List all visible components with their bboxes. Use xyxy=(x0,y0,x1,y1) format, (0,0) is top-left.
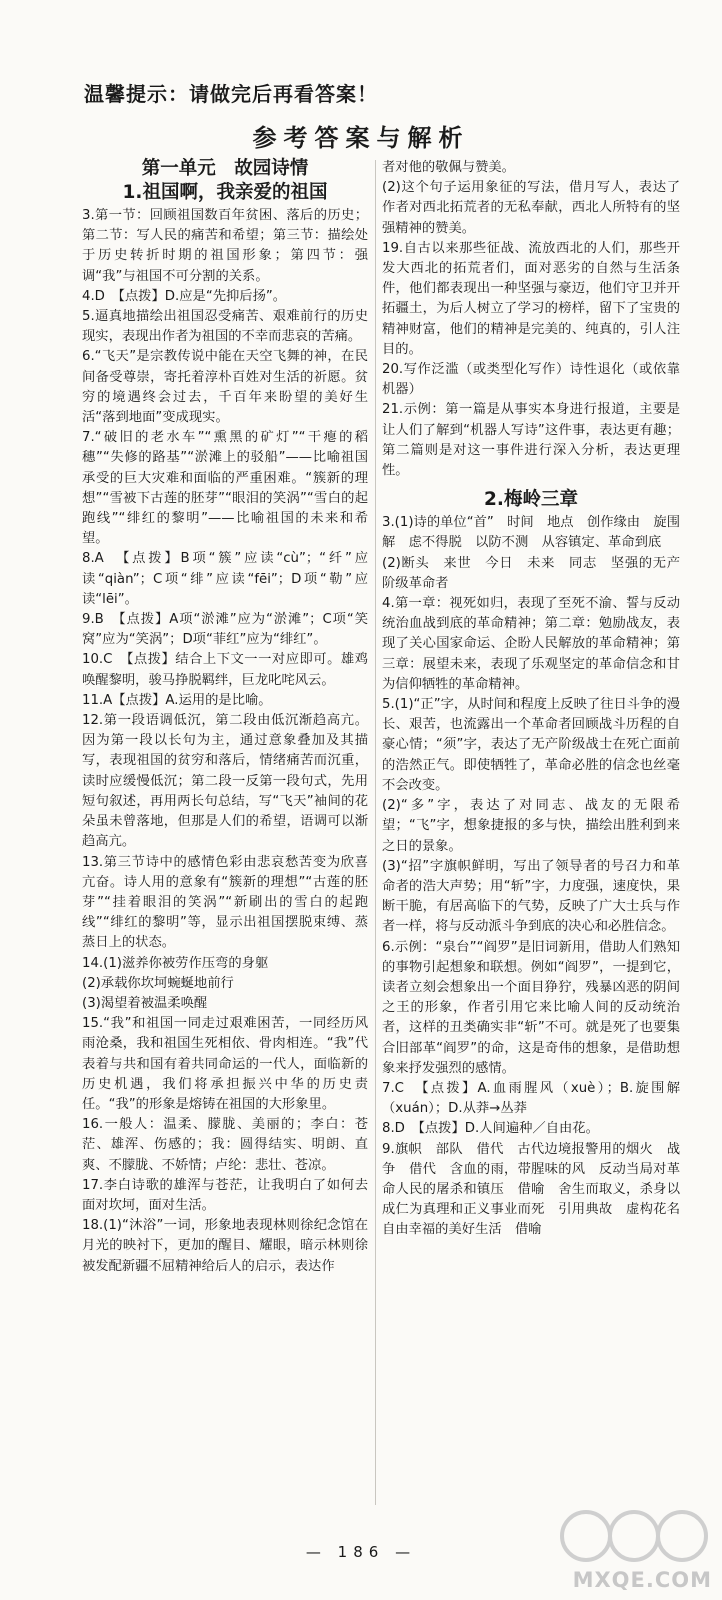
answer-text: 7.C 【点拨】A.血雨腥风（xuè）；B.旋围解（xuán）；D.从莽→丛莽 xyxy=(382,1080,680,1117)
page-title: 参考答案与解析 xyxy=(252,124,470,152)
answer-text: 5.(1)“正”字，从时间和程度上反映了往日斗争的漫长、艰苦，也流露出一个革命者回顾战斗历程的自豪心情；“须”字，表达了无产阶级战士在死亡面前的浩然正气。即使牺牲了，革命必胜的信念也丝毫不会改变。 (2)“多”字，表达了对同志、战友的无限希望；“飞”字，想象捷报的多与快，描绘出胜利到来之日的景象。 (3)“招”字旗帜鲜明，写出了领导者的号召力和革命者的浩大声势；用“斩”字，力度强，速度快，果断干脆，有居高临下的气势，反映了广大士兵与作者一样，将与反动派斗争到底的决心和必胜信念。 xyxy=(382,697,680,935)
answer-text: 4.D 【点拨】D.应是“先抑后扬”。 xyxy=(82,288,287,304)
answer-text: 3.(1)诗的单位“首” 时间 地点 创作缘由 旋围解 虑不得脱 以防不测 从容镇定、革命到底 (2)断头 来世 今日 未来 同志 坚强的无产阶级革命者 xyxy=(382,515,680,591)
answer-text: 4.第一章：视死如归，表现了至死不渝、誓与反动统治血战到底的革命精神；第二章：勉励战友，表现了关心国家命运、企盼人民解放的革命精神；第三章：展望未来，表现了乐观坚定的革命信念和甘为信仰牺牲的革命精神。 xyxy=(382,596,680,692)
answer-text: 者对他的敬佩与赞美。 xyxy=(382,160,515,175)
answer-item xyxy=(382,938,680,1079)
watermark xyxy=(556,1506,716,1594)
reminder-tip: 温馨提示：请做完后再看答案！ xyxy=(84,82,378,106)
answer-item xyxy=(82,711,368,852)
answer-item xyxy=(82,549,368,610)
answer-list xyxy=(382,513,694,1240)
answer-text: 9.旗帜 部队 借代 古代边境报警用的烟火 战争 借代 含血的雨，带腥味的风 反动当局对革命人民的屠杀和镇压 借喻 舍生而取义，杀身以成仁为真理和正义事业而死 引用典故 虚构花名 自由幸福的美好生活 借喻 xyxy=(382,1141,694,1238)
answer-item xyxy=(82,1216,368,1277)
answer-text: 9.B 【点拨】A项“淤滩”应为“淤滩”；C项“笑窝”应为“笑涡”；D项“菲红”应为“绯红”。 xyxy=(82,612,368,648)
answer-list xyxy=(382,158,680,481)
answer-item xyxy=(382,400,680,481)
answer-item xyxy=(382,360,680,400)
left-column xyxy=(82,158,368,1514)
answer-item xyxy=(382,158,680,178)
answer-text: 12.第一段语调低沉，第二段由低沉渐趋高亢。因为第一段以长句为主，通过意象叠加及其描写，表现祖国的贫穷和落后，情绪痛苦而沉重，读时应缓慢低沉；第二段一反第一段句式，先用短句叙述，再用两长句总结，写“飞天”袖间的花朵虽未曾落地，但那是人们的希望，语调可以渐趋高亢。 xyxy=(82,713,368,850)
answer-text: 11.A【点拨】A.运用的是比喻。 xyxy=(82,692,272,708)
answer-item xyxy=(382,1079,680,1119)
answer-text: 20.写作泛滥（或类型化写作）诗性退化（或依靠机器） xyxy=(382,362,680,398)
answer-text: 16.一般人：温柔、朦胧、美丽的；李白：苍茫、雄浑、伤感的；我：圆得结实、明朗、直爽、不朦胧、不娇情；卢纶：悲壮、苍凉。 xyxy=(82,1117,368,1173)
answer-item xyxy=(382,513,680,594)
watermark-logo-icon xyxy=(556,1506,716,1568)
answer-item xyxy=(82,853,368,954)
answer-text: 6.“飞天”是宗教传说中能在天空飞舞的神，在民间备受尊崇，寄托着淳朴百姓对生活的祈愿。贫穷的境遇终会过去，千百年来盼望的美好生活“落到地面”变成现实。 xyxy=(82,349,368,426)
answer-item xyxy=(82,206,368,287)
answer-item xyxy=(82,287,368,307)
answer-text: 13.第三节诗中的感情色彩由悲哀愁苦变为欣喜亢奋。诗人用的意象有“簇新的理想”“古莲的胚芽”“挂着眼泪的笑涡”“新刷出的雪白的起跑线”“绯红的黎明”等，显示出祖国摆脱束缚、蒸蒸日上的状态。 xyxy=(82,854,368,951)
section-title: 2.梅岭三章 xyxy=(484,489,578,511)
answer-text: 5.逼真地描绘出祖国忍受痛苦、艰难前行的历史现实，表现出作者为祖国的不幸而悲哀的苦痛。 xyxy=(82,309,368,345)
answer-text: 3.第一节：回顾祖国数百年贫困、落后的历史；第二节：写人民的痛苦和希望；第三节：描绘处于历史转折时期的祖国形象；第四节：强调“我”与祖国不可分割的关系。 xyxy=(82,208,368,284)
answer-item xyxy=(82,307,368,347)
answer-item xyxy=(382,178,680,239)
answer-item xyxy=(82,347,368,428)
section-title: 1.祖国啊，我亲爱的祖国 xyxy=(122,182,328,203)
answer-item xyxy=(82,610,368,650)
right-column xyxy=(382,158,694,1514)
unit-title: 第一单元 故园诗情 xyxy=(141,158,309,179)
answer-item xyxy=(382,594,680,695)
answer-item xyxy=(382,239,680,360)
answer-item xyxy=(382,1119,680,1139)
answer-text: 21.示例：第一篇是从事实本身进行报道，主要是让人们了解到“机器人写诗”这件事，表达更有趣；第二篇则是对这一事件进行深入分析，表达更理性。 xyxy=(382,402,680,479)
page-number: — 186 — xyxy=(305,1543,417,1561)
answer-text: 17.李白诗歌的雄浑与苍茫，让我明白了如何去面对坎坷，面对生活。 xyxy=(82,1177,368,1213)
answer-item xyxy=(382,695,680,937)
answer-text: 8.A 【点拨】B项“簇”应读“cù”；“纤”应读“qiàn”；C项“绯”应读“fēi”；D项“勒”应读“lēi”。 xyxy=(82,551,368,607)
answer-text: 14.(1)滋养你被劳作压弯的身躯 (2)承载你坎坷蜿蜒地前行 (3)渴望着被温柔唤醒 xyxy=(82,955,269,1011)
answer-item xyxy=(82,1115,368,1176)
column-divider xyxy=(375,160,376,1505)
answer-item xyxy=(382,1140,694,1241)
answer-text: 15.“我”和祖国一同走过艰难困苦，一同经历风雨沧桑，我和祖国生死相依、骨肉相连。“我”代表着与共和国有着共同命运的一代人，面临新的历史机遇，我们将承担振兴中华的历史责任。“我”的形象是熔铸在祖国的大形象里。 xyxy=(82,1016,368,1112)
answer-item xyxy=(82,954,368,1015)
answer-item xyxy=(82,650,368,690)
answer-item xyxy=(82,691,368,711)
answer-text: 19.自古以来那些征战、流放西北的人们，那些开发大西北的拓荒者们，面对恶劣的自然与生活条件，他们都表现出一种坚强与豪迈，他们守卫并开拓疆土，为后人树立了学习的榜样，留下了宝贵的精神财富，他们的精神是完美的、纯真的，引人注目的。 xyxy=(382,240,680,357)
answer-text: 6.示例：“泉台”“阎罗”是旧词新用，借助人们熟知的事物引起想象和联想。例如“阎罗”，一提到它，读者立刻会想象出一个面目狰狞，残暴凶恶的阴间之王的形象，作者引用它来比喻人间的反动统治者，这样的丑类确实非“斩”不可。就是死了也要集合旧部革“阎罗”的命，这是奇伟的想象，是借助想象来抒发强烈的感情。 xyxy=(382,939,680,1076)
answer-text: (2)这个句子运用象征的写法，借月写人，表达了作者对西北拓荒者的无私奉献，西北人所特有的坚强精神的赞美。 xyxy=(382,180,680,236)
answer-text: 10.C 【点拨】结合上下文一一对应即可。雄鸡唤醒黎明，骏马挣脱羁绊，巨龙叱咤风云。 xyxy=(82,652,368,688)
answer-text: 18.(1)“沐浴”一词，形象地表现林则徐纪念馆在月光的映衬下，更加的醒目、耀眼，暗示林则徐被发配新疆不屈精神给后人的启示，表达作 xyxy=(82,1218,368,1274)
answer-text: 8.D 【点拨】D.人间遍种／自由花。 xyxy=(382,1121,599,1137)
answer-text: 7.“破旧的老水车”“熏黑的矿灯”“干瘪的稻穗”“失修的路基”“淤滩上的驳船”——比喻祖国承受的巨大灾难和面临的严重困难。“簇新的理想”“雪被下古莲的胚芽”“眼泪的笑涡”“雪白的起跑线”“绯红的黎明”——比喻祖国的未来和希望。 xyxy=(82,430,368,547)
answer-item xyxy=(82,1014,368,1115)
watermark-text: MXQE.COM xyxy=(572,1568,712,1592)
answer-item xyxy=(82,428,368,549)
answer-list xyxy=(82,206,368,1277)
answer-item xyxy=(82,1176,368,1216)
